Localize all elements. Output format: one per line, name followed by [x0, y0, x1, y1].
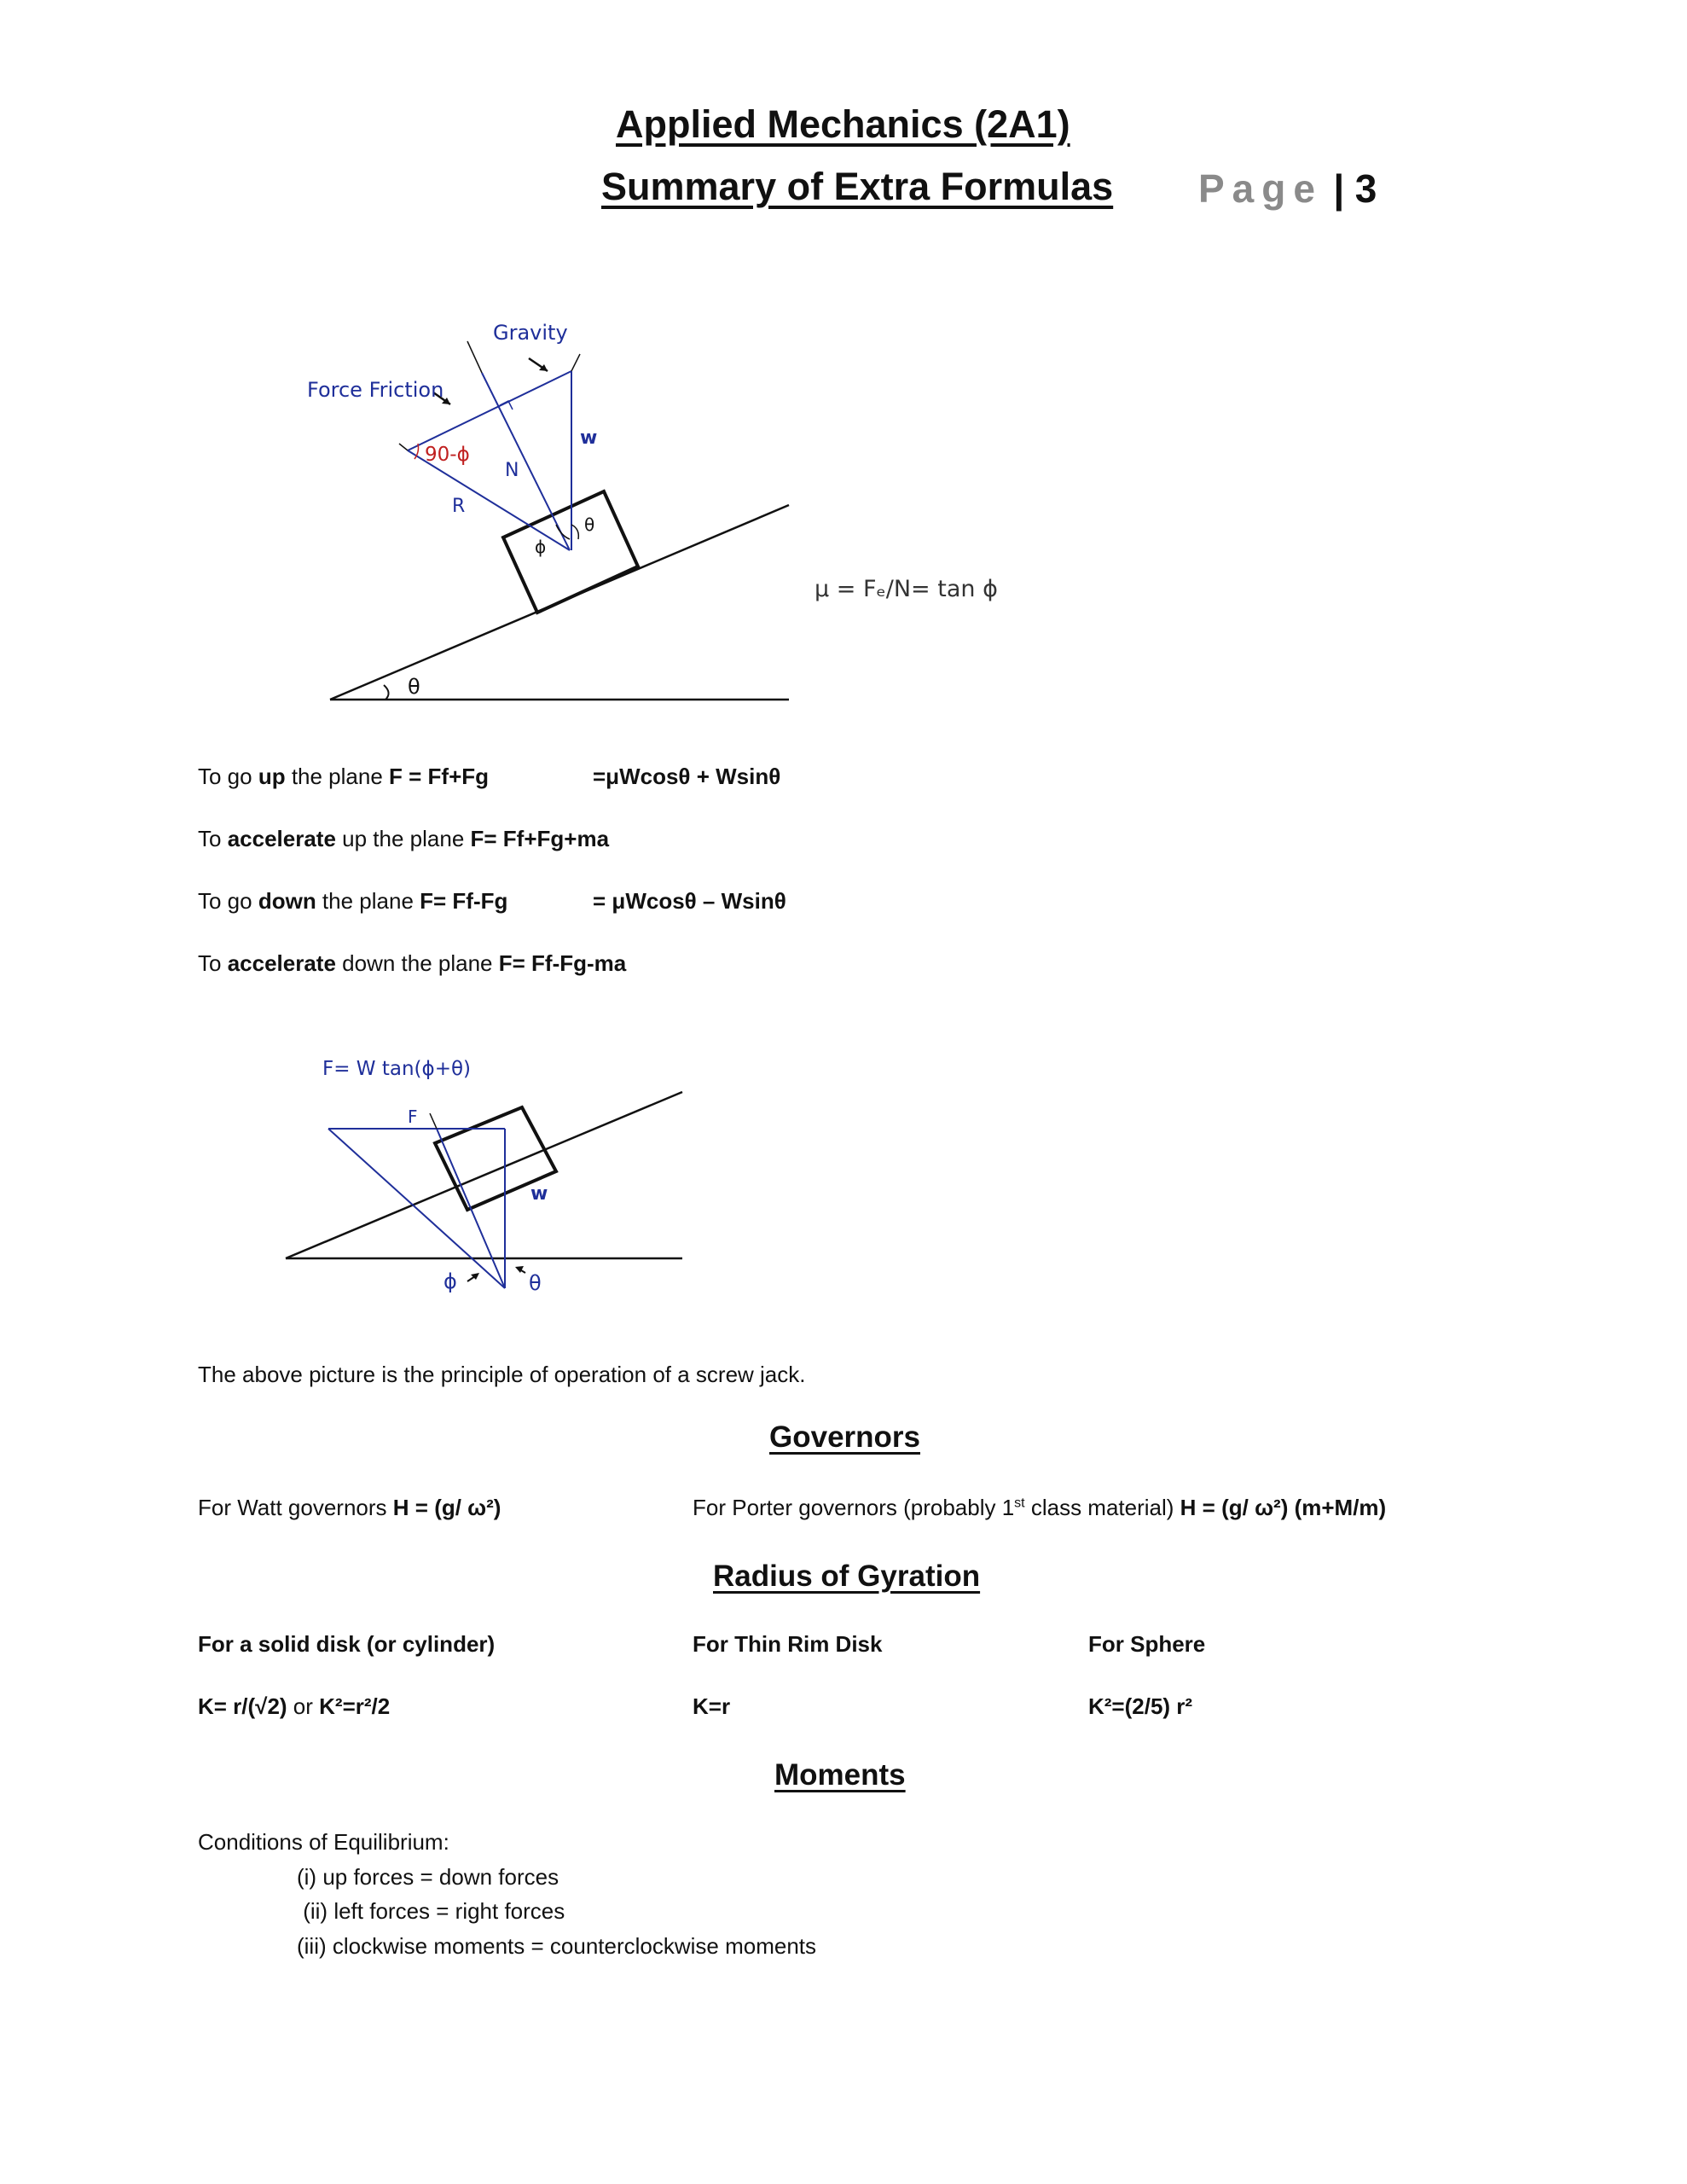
resultant-R-label: R [452, 496, 466, 517]
force-friction-label: Force Friction [307, 378, 444, 402]
equilibrium-item-1: (i) up forces = down forces [297, 1864, 559, 1890]
watt-governor: For Watt governors H = (g/ ω²) [198, 1495, 501, 1520]
screw-jack-formula: F= W tan(ϕ+θ) [322, 1058, 472, 1080]
gravity-label: Gravity [493, 321, 568, 345]
screw-jack-diagram [281, 1049, 691, 1305]
solid-disk-label: For a solid disk (or cylinder) [198, 1631, 496, 1657]
mu-formula: μ = Fₑ/N= tan ϕ [815, 576, 998, 602]
resultant-line [328, 1129, 505, 1288]
thin-rim-label: For Thin Rim Disk [693, 1631, 883, 1657]
normal-N-label: N [505, 460, 519, 481]
angle-label: 90-ϕ [425, 444, 470, 466]
sphere-label: For Sphere [1088, 1631, 1206, 1657]
screw-jack-note: The above picture is the principle of operation of a screw jack. [198, 1362, 806, 1387]
page-number: 3 [1354, 166, 1377, 211]
rule-go-up: To go up the plane F = Ff+Fg [198, 764, 490, 789]
page-title: Applied Mechanics (2A1) [616, 102, 1070, 146]
sphere-formula: K²=(2/5) r² [1088, 1693, 1193, 1719]
rule-go-up-expanded: =μWcosθ + Wsinθ [593, 764, 781, 789]
solid-disk-formula: K= r/(√2) or K²=r²/2 [198, 1693, 391, 1719]
rule-accelerate-down: To accelerate down the plane F= Ff-Fg-ma [198, 950, 627, 976]
force-F-label: F [408, 1107, 418, 1127]
equilibrium-item-2: (ii) left forces = right forces [297, 1898, 565, 1924]
governors-heading: Governors [769, 1420, 920, 1454]
weight-w-label: w [580, 427, 598, 449]
theta-small-label: θ [584, 514, 595, 535]
page-indicator [1198, 166, 1377, 212]
phi-label: ϕ [535, 537, 547, 557]
incline-line [286, 1092, 682, 1258]
normal-line [437, 1129, 505, 1288]
inclined-plane-friction-diagram [290, 316, 819, 717]
page-separator: | [1333, 166, 1345, 211]
rule-go-down: To go down the plane F= Ff-Fg [198, 888, 508, 914]
porter-governor: For Porter governors (probably 1st class material) H = (g/ ω²) (m+M/m) [693, 1495, 1387, 1520]
page-label: Page [1198, 166, 1323, 211]
thin-rim-formula: K=r [693, 1693, 731, 1719]
page-subtitle: Summary of Extra Formulas [601, 165, 1114, 208]
normal-extension [467, 341, 482, 373]
gyration-heading: Radius of Gyration [713, 1560, 981, 1593]
rule-accelerate-up: To accelerate up the plane F= Ff+Fg+ma [198, 826, 610, 851]
moments-heading: Moments [774, 1758, 906, 1792]
rule-go-down-expanded: = μWcosθ – Wsinθ [593, 888, 786, 914]
weight-w-label: w [530, 1183, 548, 1205]
theta-label: θ [529, 1271, 542, 1295]
equilibrium-intro: Conditions of Equilibrium: [198, 1829, 449, 1855]
gravity-extension [571, 354, 580, 371]
equilibrium-item-3: (iii) clockwise moments = counterclockwise moments [297, 1933, 817, 1959]
theta-label: θ [408, 675, 420, 699]
theta-arc [384, 685, 389, 700]
phi-label: ϕ [443, 1269, 457, 1293]
